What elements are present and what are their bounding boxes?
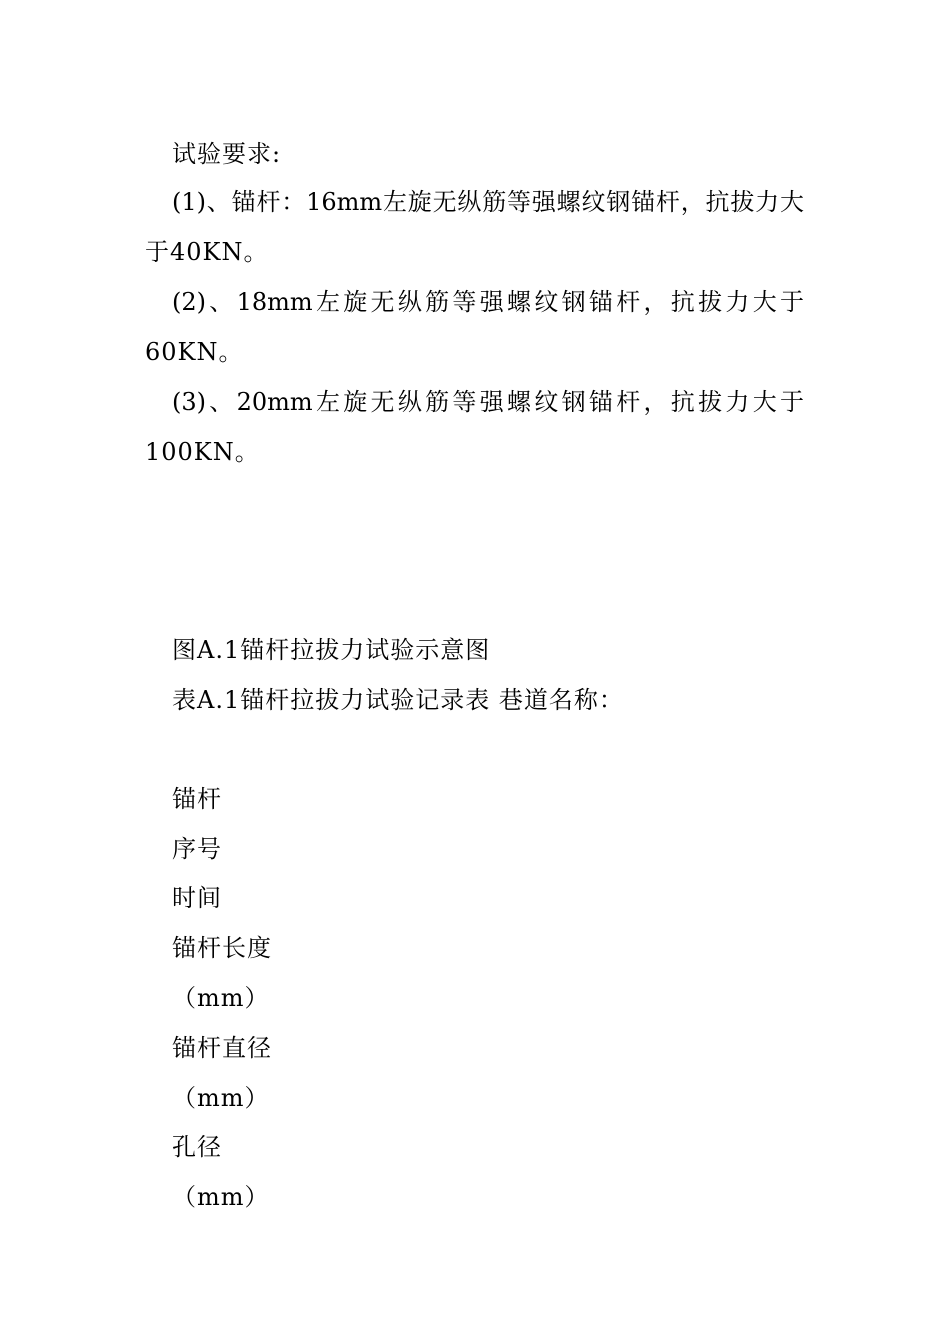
requirement-3-line-1: (3)、20mm左旋无纵筋等强螺纹钢锚杆，抗拔力大于 bbox=[172, 388, 804, 416]
figure-caption: 图A.1锚杆拉拔力试验示意图 bbox=[172, 636, 491, 664]
requirements-heading: 试验要求: bbox=[172, 140, 282, 168]
table-header-cell: 锚杆长度 bbox=[172, 934, 272, 962]
requirement-2-line-2: 60KN。 bbox=[145, 338, 244, 366]
requirement-1-line-2: 于40KN。 bbox=[145, 238, 269, 266]
table-header-cell: 序号 bbox=[172, 835, 222, 863]
table-header-cell: 孔径 bbox=[172, 1133, 222, 1161]
requirement-1-line-1: (1)、锚杆：16mm左旋无纵筋等强螺纹钢锚杆，抗拔力大 bbox=[172, 188, 804, 216]
requirement-3-line-2: 100KN。 bbox=[145, 438, 260, 466]
table-header-cell: 锚杆直径 bbox=[172, 1034, 272, 1062]
requirement-2-line-1: (2)、18mm左旋无纵筋等强螺纹钢锚杆，抗拔力大于 bbox=[172, 288, 804, 316]
table-header-unit: （mm） bbox=[172, 984, 270, 1012]
table-caption: 表A.1锚杆拉拔力试验记录表 巷道名称： bbox=[172, 686, 624, 714]
table-header-cell: 时间 bbox=[172, 884, 222, 912]
table-header-unit: （mm） bbox=[172, 1183, 270, 1211]
table-header-cell: 锚杆 bbox=[172, 785, 222, 813]
table-header-unit: （mm） bbox=[172, 1084, 270, 1112]
